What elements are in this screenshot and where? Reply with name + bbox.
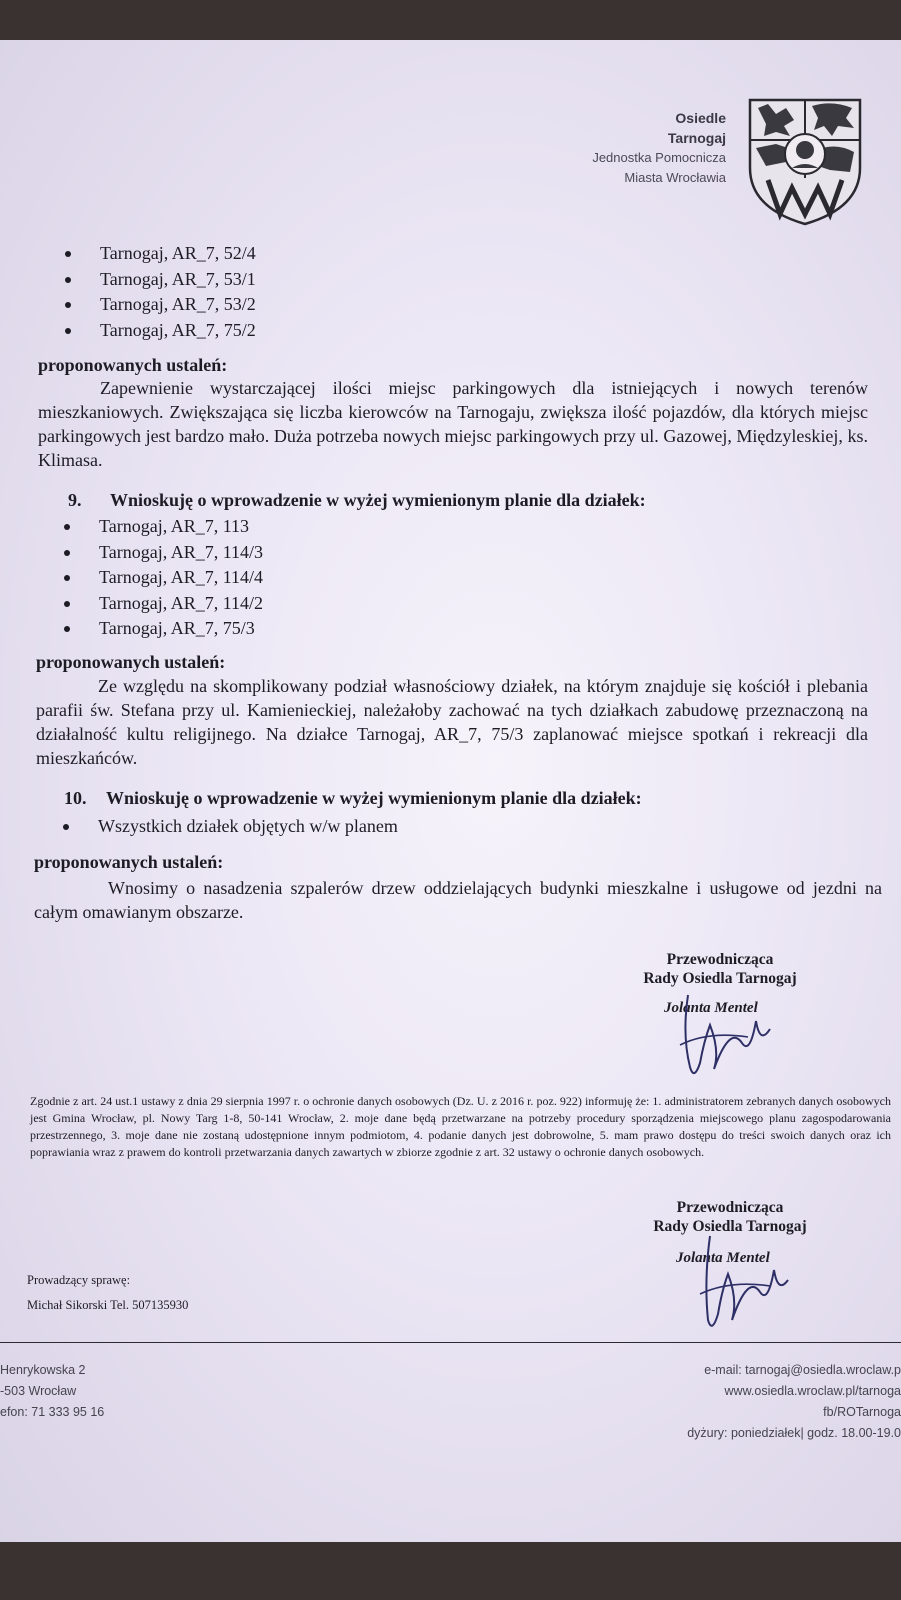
footer-divider [0,1342,901,1343]
letterhead-line-2: Tarnogaj [667,130,726,146]
signatory-name-1: Jolanta Mentel [664,1000,758,1016]
coat-of-arms-icon [746,96,864,228]
letterhead-line-3: Jednostka Pomocnicza [592,150,726,165]
proposal-label-1: proponowanych ustaleń: [38,355,228,375]
section-9-heading: 9. Wnioskuję o wprowadzenie w wyżej wymienionym planie dla działek: [68,490,646,510]
handler-label: Prowadzący sprawę: [27,1273,131,1287]
proposal-label-3: proponowanych ustaleń: [34,852,224,872]
signatory-name-2: Jolanta Mentel [676,1250,770,1266]
handwritten-signature-icon [660,985,790,1085]
proposal-text-3: Wnosimy o nasadzenia szpalerów drzew oddzielających budynki mieszkalne i usługowe od jezdni na całym omawianym obszarze. [34,878,882,922]
list-item: Tarnogaj, AR_7, 75/2 [38,318,256,344]
list-item: Tarnogaj, AR_7, 75/3 [37,616,263,642]
section-10-heading: 10. Wnioskuję o wprowadzenie w wyżej wymienionym planie dla działek: [64,788,642,808]
proposal-text-2: Ze względu na skomplikowany podział własnościowy działek, na którym znajduje się kościół i plebania parafii św. Stefana przy ul. Kamienieckiej, należałoby zachować na tych działkach zabudowę przeznaczoną na działalność kultu religijnego. Na działce Tarnogaj, AR_7, 75/3 zaplanować miejsce spotkań i rekreacji dla mieszkańców. [36,676,868,768]
list-item: Tarnogaj, AR_7, 114/3 [37,540,263,566]
list-item: Tarnogaj, AR_7, 114/4 [37,565,263,591]
footer-address: Henrykowska 2 -503 Wrocław efon: 71 333 95 16 [0,1363,105,1419]
document-page [0,40,901,1542]
letterhead [592,108,726,188]
list-item: Tarnogaj, AR_7, 53/1 [38,267,256,293]
handwritten-signature-icon [680,1230,810,1340]
letterhead-line-4: Miasta Wrocławia [624,170,726,185]
proposal-text-1: Zapewnienie wystarczającej ilości miejsc parkingowych dla istniejących i nowych terenów mieszkaniowych. Zwiększająca się liczba kierowców na Tarnogaju, zwiększa ilość pojazdów, dla których miejsc parkingowych jest bardzo mało. Duża potrzeba nowych miejsc parkingowych przy ul. Gazowej, Międzyleskiej, ks. Klimasa. [38,378,868,470]
handler-contact: Michał Sikorski Tel. 507135930 [27,1298,189,1312]
list-item: Tarnogaj, AR_7, 52/4 [38,241,256,267]
list-item: Tarnogaj, AR_7, 114/2 [37,591,263,617]
gdpr-clause: Zgodnie z art. 24 ust.1 ustawy z dnia 29 sierpnia 1997 r. o ochronie danych osobowych (Dz. U. z 2016 r. poz. 922) informuję że: 1. administratorem zebranych danych osobowych jest Gmina Wrocław, pl. Nowy Targ 1-8, 50-141 Wrocław, 2. moje dane będą przetwarzane na potrzeby procedury sporządzenia miejscowego planu zagospodarowania przestrzennego, 3. moje dane nie zostaną udostępnione innym podmiotom, 4. podanie danych jest dobrowolne, 5. mam prawo dostępu do treści swoich danych oraz ich poprawiania wraz z prawem do kontroli przetwarzania danych zawartych w zbiorze zgodnie z art. 32 ustawy o ochronie danych osobowych. [30,1094,891,1159]
proposal-label-2: proponowanych ustaleń: [36,652,226,672]
list-item: Wszystkich działek objętych w/w planem [36,814,398,840]
list-item: Tarnogaj, AR_7, 53/2 [38,292,256,318]
parcel-list-9 [37,514,263,642]
signature-block-2: Przewodnicząca Rady Osiedla Tarnogaj [653,1199,807,1235]
parcel-list-top [38,241,256,343]
parcel-list-10 [36,814,398,840]
signature-block-1: Przewodnicząca Rady Osiedla Tarnogaj [643,951,797,987]
footer-contact: e-mail: tarnogaj@osiedla.wroclaw.p www.osiedla.wroclaw.pl/tarnoga fb/ROTarnoga dyżury: poniedziałek| godz. 18.00-19.0 [687,1363,901,1440]
letterhead-line-1: Osiedle [675,110,726,126]
list-item: Tarnogaj, AR_7, 113 [37,514,263,540]
